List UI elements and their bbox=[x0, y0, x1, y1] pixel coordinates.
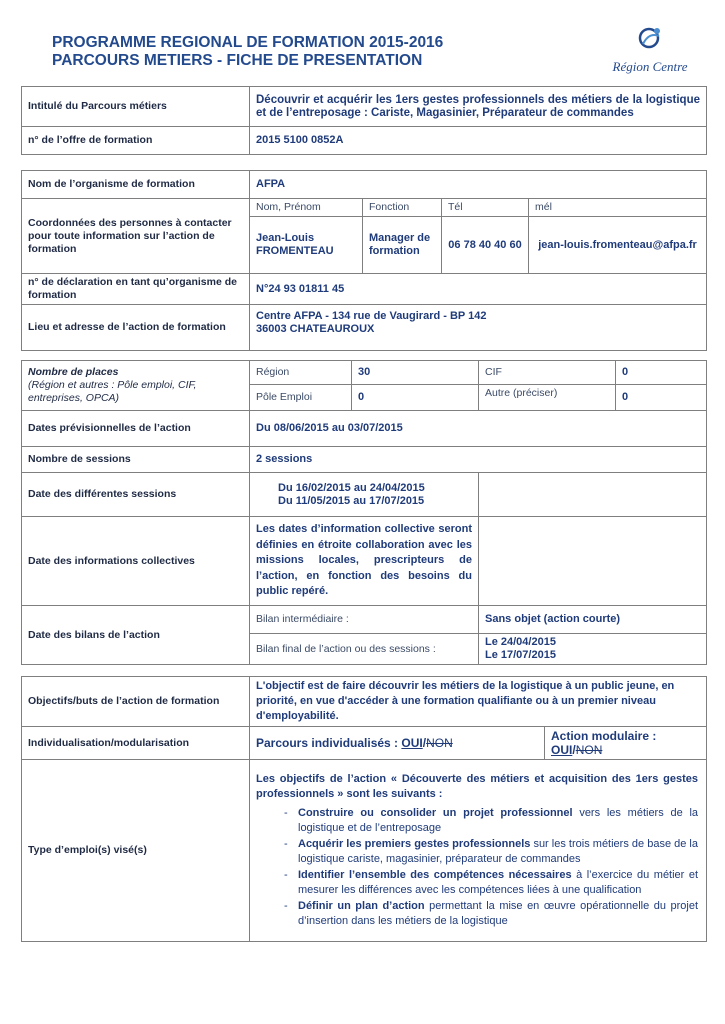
autre-value: 0 bbox=[616, 385, 707, 411]
emploi-value bbox=[250, 760, 707, 942]
dates-prev-value: Du 08/06/2015 au 03/07/2015 bbox=[250, 411, 707, 447]
info-coll-value: Les dates d’information collective seront définies en étroite collaboration avec les missions locales, prescripteurs de l’action, en fonction des besoins du public repéré. bbox=[250, 517, 479, 606]
contact-fonction: Manager de formation bbox=[363, 217, 442, 274]
objectifs-label: Objectifs/buts de l’action de formation bbox=[22, 677, 250, 727]
title-line-1: PROGRAMME REGIONAL DE FORMATION 2015-2016 bbox=[52, 34, 444, 51]
bilan-inter-value: Sans objet (action courte) bbox=[479, 606, 707, 634]
emploi-label: Type d’emploi(s) visé(s) bbox=[22, 760, 250, 942]
offre-value: 2015 5100 0852A bbox=[250, 127, 707, 155]
logo-text: Région Centre bbox=[612, 59, 688, 74]
org-label: Nom de l’organisme de formation bbox=[22, 171, 250, 199]
contact-tel: 06 78 40 40 60 bbox=[442, 217, 529, 274]
swirl-logo-icon bbox=[635, 26, 665, 52]
dates-sessions-value: Du 16/02/2015 au 24/04/2015 Du 11/05/2015 au 17/07/2015 bbox=[250, 473, 479, 517]
parcours-oui: OUI bbox=[401, 735, 423, 750]
dates-sessions-empty bbox=[479, 473, 707, 517]
action-modulaire: Action modulaire : OUI/NON bbox=[545, 727, 707, 760]
lieu-label: Lieu et adresse de l’action de formation bbox=[22, 305, 250, 351]
parcours-indiv: Parcours individualisés : OUI/NON bbox=[250, 727, 545, 760]
intitule-value: Découvrir et acquérir les 1ers gestes professionnels des métiers de la logistique et de l’entreposage : Cariste, Magasinier, Préparateur de commandes bbox=[250, 87, 707, 127]
title-line-2: PARCOURS METIERS - FICHE DE PRESENTATION bbox=[52, 52, 423, 69]
decl-value: N°24 93 01811 45 bbox=[250, 274, 707, 305]
bilan-final-label: Bilan final de l’action ou des sessions : bbox=[250, 634, 479, 665]
col-mel: mél bbox=[529, 199, 707, 217]
bilans-label: Date des bilans de l’action bbox=[22, 606, 250, 665]
objectifs-intro: Les objectifs de l’action « Découverte des métiers et acquisition des 1ers gestes professionnels » sont les suivants : bbox=[256, 772, 699, 800]
places-sub: (Région et autres : Pôle emploi, CIF, entreprises, OPCA) bbox=[28, 379, 197, 404]
offre-label: n° de l’offre de formation bbox=[22, 127, 250, 155]
intitule-label: Intitulé du Parcours métiers bbox=[22, 87, 250, 127]
bilan-final-value: Le 24/04/2015 Le 17/07/2015 bbox=[479, 634, 707, 665]
col-tel: Tél bbox=[442, 199, 529, 217]
dates-sessions-label: Date des différentes sessions bbox=[22, 473, 250, 517]
region-label: Région bbox=[250, 361, 352, 385]
table-objectifs bbox=[21, 676, 707, 942]
lieu-value: Centre AFPA - 134 rue de Vaugirard - BP 142 36003 CHATEAUROUX bbox=[250, 305, 707, 351]
places-label: Nombre de places bbox=[28, 366, 119, 378]
sessions-label: Nombre de sessions bbox=[22, 447, 250, 473]
col-fonction: Fonction bbox=[363, 199, 442, 217]
list-item: - Identifier l’ensemble des compétences nécessaires à l’exercice du métier et mesurer les différences avec les compétences liées à une qualification bbox=[298, 868, 698, 899]
pole-label: Pôle Emploi bbox=[250, 385, 352, 411]
table-intitule bbox=[21, 86, 707, 155]
list-item: - Acquérir les premiers gestes professionnels sur les trois métiers de base de la logistique cariste, magasinier, préparateur de commandes bbox=[298, 837, 698, 868]
cif-label: CIF bbox=[479, 361, 616, 385]
list-item: - Construire ou consolider un projet professionnel vers les métiers de la logistique et de l’entreposage bbox=[298, 806, 698, 837]
places-cell bbox=[22, 361, 250, 411]
contact-nom: Jean-Louis FROMENTEAU bbox=[250, 217, 363, 274]
info-coll-empty bbox=[479, 517, 707, 606]
document-title bbox=[52, 34, 443, 70]
cif-value: 0 bbox=[616, 361, 707, 385]
objectifs-value: L'objectif est de faire découvrir les métiers de la logistique à un public jeune, en priorité, en vue d'accéder à une formation qualifiante ou à un premier niveau d'employabilité. bbox=[250, 677, 707, 727]
decl-label: n° de déclaration en tant qu’organisme de formation bbox=[22, 274, 250, 305]
region-centre-logo bbox=[600, 26, 700, 75]
objectifs-list bbox=[256, 806, 698, 930]
dates-prev-label: Dates prévisionnelles de l’action bbox=[22, 411, 250, 447]
modulaire-non: NON bbox=[575, 743, 603, 757]
contact-mel[interactable]: jean-louis.fromenteau@afpa.fr bbox=[529, 217, 707, 274]
pole-value: 0 bbox=[352, 385, 479, 411]
contact-label: Coordonnées des personnes à contacter pour toute information sur l’action de formation bbox=[22, 199, 250, 274]
table-organisme bbox=[21, 170, 707, 351]
indiv-label: Individualisation/modularisation bbox=[22, 727, 250, 760]
modulaire-oui: OUI bbox=[551, 743, 573, 757]
org-value: AFPA bbox=[250, 171, 707, 199]
region-value: 30 bbox=[352, 361, 479, 385]
col-nom: Nom, Prénom bbox=[250, 199, 363, 217]
bilan-inter-label: Bilan intermédiaire : bbox=[250, 606, 479, 634]
table-calendrier bbox=[21, 360, 707, 665]
sessions-value: 2 sessions bbox=[250, 447, 707, 473]
info-coll-label: Date des informations collectives bbox=[22, 517, 250, 606]
parcours-non: NON bbox=[426, 735, 453, 750]
list-item: - Définir un plan d’action permettant la mise en œuvre opérationnelle du projet d’insertion dans les métiers de la logistique bbox=[298, 899, 698, 930]
autre-label: Autre (préciser) bbox=[479, 385, 616, 411]
